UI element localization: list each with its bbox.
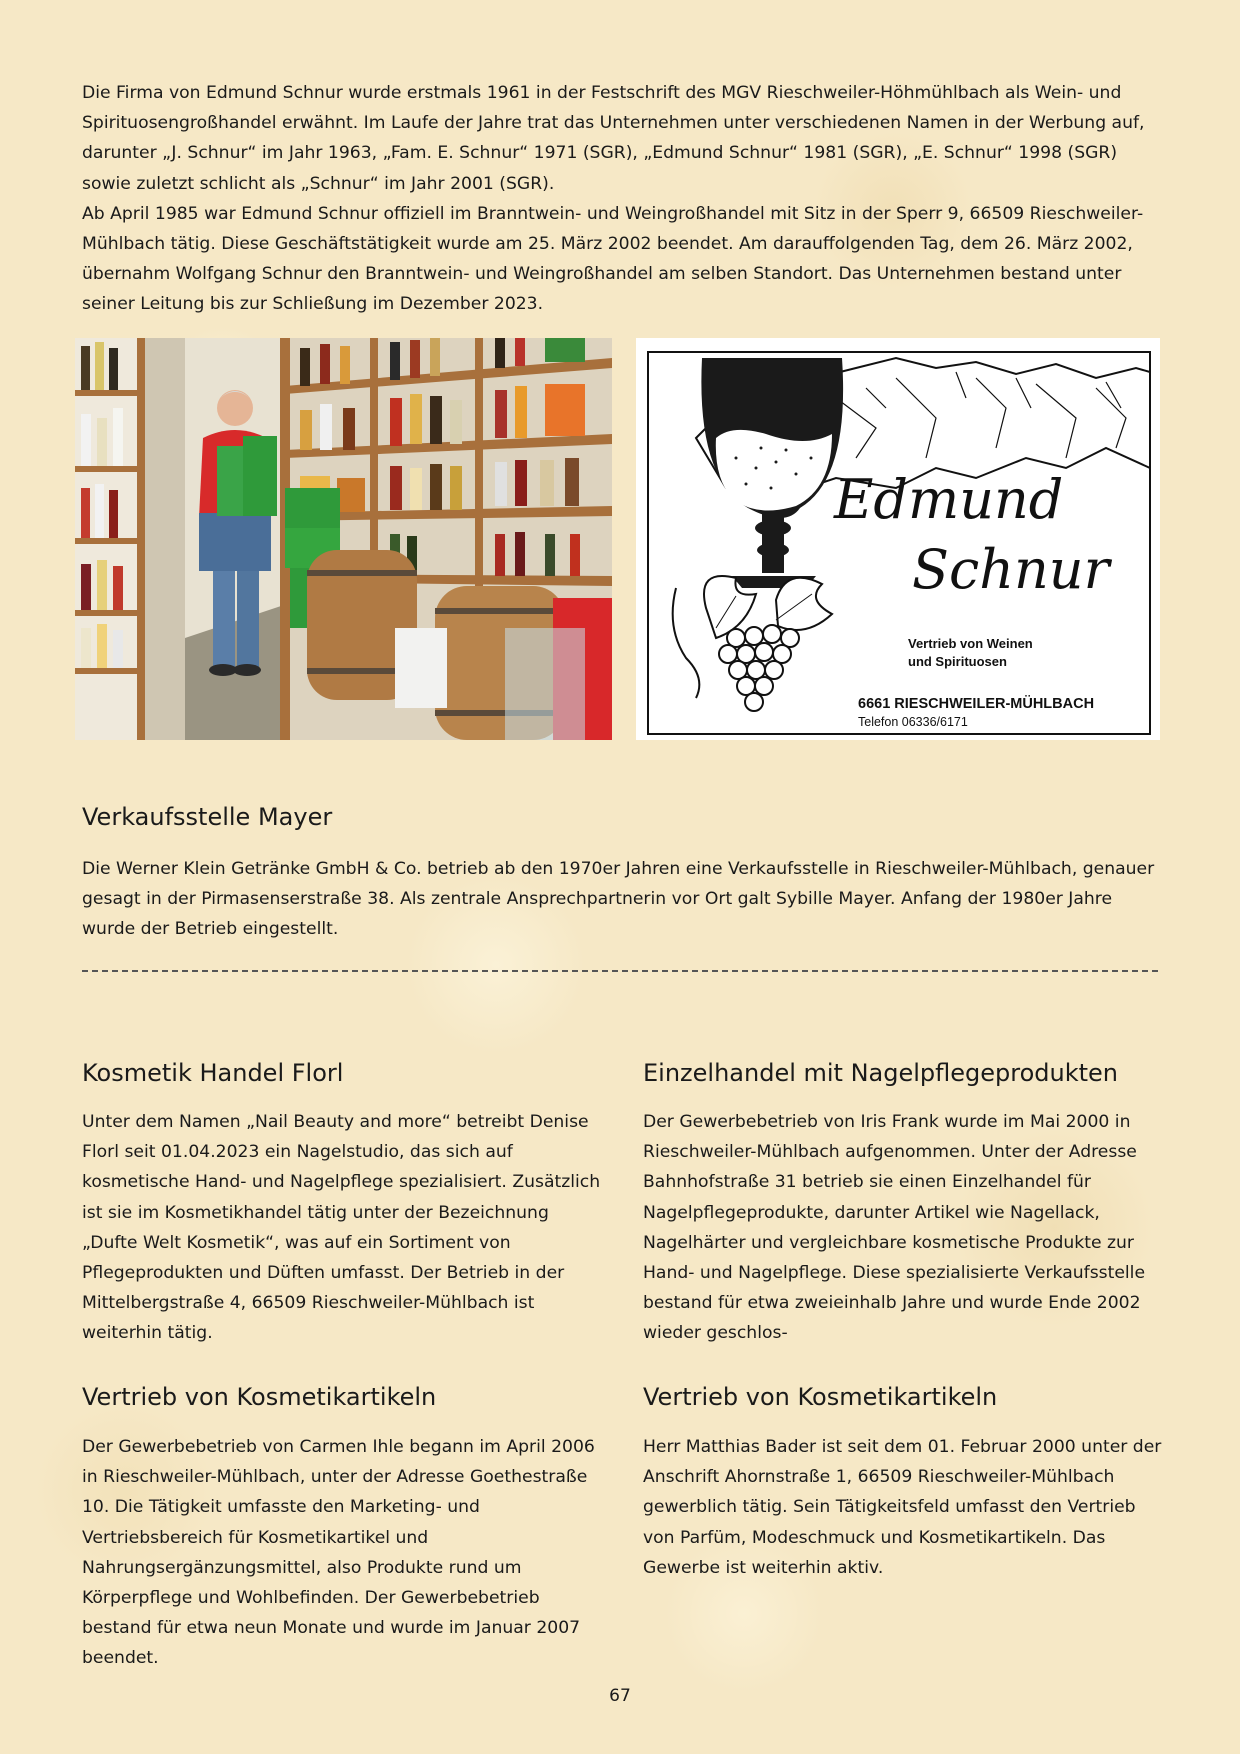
page-number: 67 <box>609 1686 631 1706</box>
section-title-florl: Kosmetik Handel Florl <box>82 1059 344 1087</box>
section-text-ihle: Der Gewerbebetrieb von Carmen Ihle begann im April 2006 in Rieschweiler-Mühlbach, unter der Adresse Goethestraße 10. Die Tätigkeit umfasste den Marketing- und Vertriebsbereich für Kosmetikartikel und Nahrungsergänzungsmittel, also Produkte rund um Körperpflege und Wohlbefinden. Der Gewerbebetrieb bestand für etwa neun Monate und wurde im Januar 2007 beendet. <box>82 1437 595 1669</box>
section-text-nagel: Der Gewerbebetrieb von Iris Frank wurde im Mai 2000 in Rieschweiler-Mühlbach aufgenommen. Unter der Adresse Bahnhofstraße 31 betrieb sie einen Einzelhandel für Nagelpflegeprodukte, darunter Artikel wie Nagellack, Nagelhärter und vergleichbare kosmetische Produkte zur Hand- und Nagelpflege. Diese spezialisierte Verkaufsstelle bestand für etwa zweieinhalb Jahre und wurde Ende 2002 wieder geschlos- <box>643 1112 1146 1344</box>
section-divider <box>82 970 1158 972</box>
storeroom-photo <box>75 338 612 740</box>
edmund-schnur-advertisement <box>636 338 1160 740</box>
ad-name-line-1: Edmund <box>834 468 1064 531</box>
intro-text <box>82 78 1160 320</box>
section-title-mayer: Verkaufsstelle Mayer <box>82 803 333 831</box>
section-text-mayer: Die Werner Klein Getränke GmbH & Co. betrieb ab den 1970er Jahren eine Verkaufsstelle in Rieschweiler-Mühlbach, genauer gesagt in der Pirmasenserstraße 38. Als zentrale Ansprechpartnerin vor Ort galt Sybille Mayer. Anfang der 1980er Jahre wurde der Betrieb eingestellt. <box>82 859 1155 940</box>
section-title-ihle: Vertrieb von Kosmetikartikeln <box>82 1383 437 1411</box>
ad-address: 6661 RIESCHWEILER-MÜHLBACH <box>858 696 1095 712</box>
ad-phone: Telefon 06336/6171 <box>858 715 968 729</box>
section-text-bader: Herr Matthias Bader ist seit dem 01. Februar 2000 unter der Anschrift Ahornstraße 1, 66509 Rieschweiler-Mühlbach gewerblich tätig. Sein Tätigkeitsfeld umfasst den Vertrieb von Parfüm, Modeschmuck und Kosmetikartikeln. Das Gewerbe ist weiterhin aktiv. <box>643 1437 1162 1578</box>
ad-tagline-2: und Spirituosen <box>908 654 1007 669</box>
section-title-bader: Vertrieb von Kosmetikartikeln <box>643 1383 998 1411</box>
section-title-nagel: Einzelhandel mit Nagelpflegeprodukten <box>643 1059 1119 1087</box>
ad-name-line-2: Schnur <box>912 538 1110 601</box>
intro-paragraph-2: Ab April 1985 war Edmund Schnur offiziell im Branntwein- und Weingroßhandel mit Sitz in der Sperr 9, 66509 Rieschweiler-Mühlbach tätig. Diese Geschäftstätigkeit wurde am 25. März 2002 beendet. Am darauffolgenden Tag, dem 26. März 2002, übernahm Wolfgang Schnur den Branntwein- und Weingroßhandel am selben Standort. Das Unternehmen bestand unter seiner Leitung bis zur Schließung im Dezember 2023. <box>82 203 1144 315</box>
ad-tagline-1: Vertrieb von Weinen <box>908 636 1033 651</box>
intro-paragraph-1: Die Firma von Edmund Schnur wurde erstmals 1961 in der Festschrift des MGV Rieschweiler-Höhmühlbach als Wein- und Spirituosengroßhandel erwähnt. Im Laufe der Jahre trat das Unternehmen unter verschiedenen Namen in der Werbung auf, darunter „J. Schnur“ im Jahr 1963, „Fam. E. Schnur“ 1971 (SGR), „Edmund Schnur“ 1981 (SGR), „E. Schnur“ 1998 (SGR) sowie zuletzt schlicht als „Schnur“ im Jahr 2001 (SGR). <box>82 83 1145 194</box>
section-text-florl: Unter dem Namen „Nail Beauty and more“ betreibt Denise Florl seit 01.04.2023 ein Nagelstudio, das sich auf kosmetische Hand- und Nagelpflege spezialisiert. Zusätzlich ist sie im Kosmetikhandel tätig unter der Bezeichnung „Dufte Welt Kosmetik“, was auf ein Sortiment von Pflegeprodukten und Düften umfasst. Der Betrieb in der Mittelbergstraße 4, 66509 Rieschweiler-Mühlbach ist weiterhin tätig. <box>82 1112 601 1344</box>
